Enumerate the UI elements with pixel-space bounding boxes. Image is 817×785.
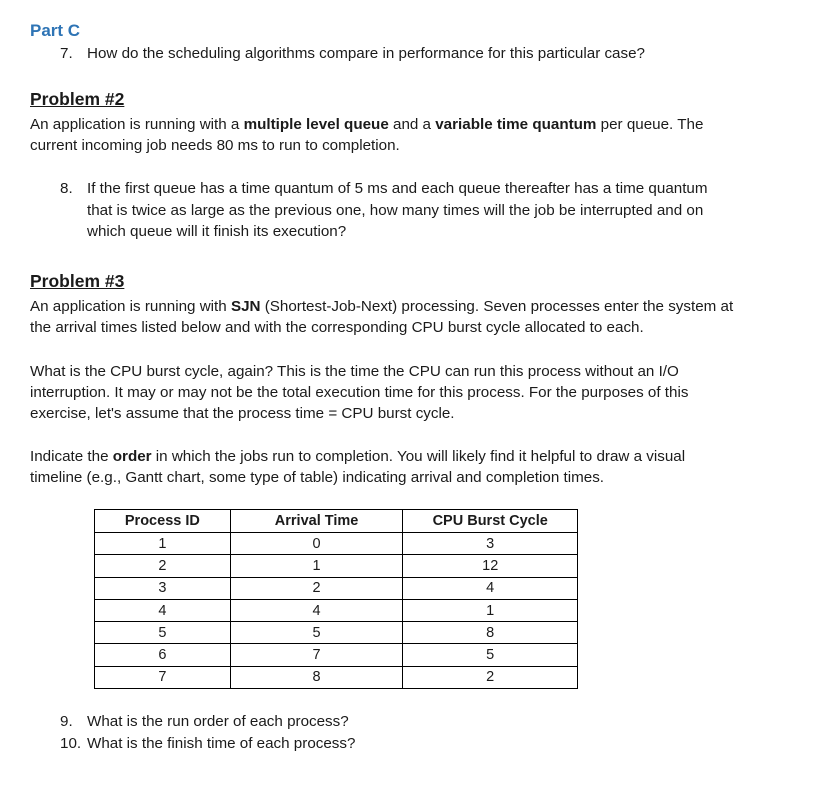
table-row [95, 577, 578, 599]
question-8-line-1: If the first queue has a time quantum of 5 ms and each queue thereafter has a time quantum [87, 180, 708, 197]
question-10-number: 10. [60, 735, 82, 752]
table-row [95, 622, 578, 644]
cpu-burst-cell: 2 [403, 666, 578, 688]
cpu-burst-cell: 12 [403, 555, 578, 577]
question-7-number: 7. [60, 45, 73, 62]
table-row [95, 599, 578, 621]
process-id-cell: 1 [95, 533, 231, 555]
question-9-number: 9. [60, 713, 73, 730]
process-id-cell: 2 [95, 555, 231, 577]
problem-2-paragraph-line-2: current incoming job needs 80 ms to run to completion. [30, 137, 400, 154]
process-id-cell: 4 [95, 599, 231, 621]
arrival-time-cell: 0 [230, 533, 403, 555]
problem-3-heading: Problem #3 [30, 271, 125, 291]
process-id-cell: 7 [95, 666, 231, 688]
question-9-text: What is the run order of each process? [87, 713, 349, 730]
problem-3-paragraph-2-line-1: What is the CPU burst cycle, again? This is the time the CPU can run this process without an I/O [30, 363, 679, 380]
table-row [95, 533, 578, 555]
problem-3-paragraph-3-line-1: Indicate the order in which the jobs run to completion. You will likely find it helpful to draw a visual [30, 448, 686, 465]
arrival-time-cell: 7 [230, 644, 403, 666]
question-8-line-3: which queue will it finish its execution? [87, 223, 347, 240]
problem-2-heading: Problem #2 [30, 89, 125, 109]
arrival-time-cell: 4 [230, 599, 403, 621]
process-id-cell: 6 [95, 644, 231, 666]
cpu-burst-cell: 3 [403, 533, 578, 555]
problem-3-paragraph-2-line-2: interruption. It may or may not be the total execution time for this process. For the purposes of this [30, 384, 689, 401]
arrival-time-cell: 5 [230, 622, 403, 644]
cpu-burst-cell: 4 [403, 577, 578, 599]
header-arrival-time: Arrival Time [230, 510, 403, 533]
arrival-time-cell: 8 [230, 666, 403, 688]
process-id-cell: 5 [95, 622, 231, 644]
table-row [95, 555, 578, 577]
problem-3-paragraph-2-line-3: exercise, let's assume that the process time = CPU burst cycle. [30, 405, 455, 422]
process-id-cell: 3 [95, 577, 231, 599]
table-header-row [95, 510, 578, 533]
question-7-text: How do the scheduling algorithms compare in performance for this particular case? [87, 45, 645, 62]
problem-3-paragraph-1-line-1: An application is running with SJN (Shortest-Job-Next) processing. Seven processes enter the system at [30, 298, 734, 315]
part-c-heading: Part C [30, 21, 81, 40]
question-8-line-2: that is twice as large as the previous one, how many times will the job be interrupted and on [87, 202, 704, 219]
process-table [94, 509, 578, 689]
problem-3-paragraph-1-line-2: the arrival times listed below and with the corresponding CPU burst cycle allocated to each. [30, 319, 644, 336]
table-row [95, 666, 578, 688]
question-8-number: 8. [60, 180, 73, 197]
cpu-burst-cell: 1 [403, 599, 578, 621]
table-row [95, 644, 578, 666]
question-10-text: What is the finish time of each process? [87, 735, 356, 752]
cpu-burst-cell: 5 [403, 644, 578, 666]
arrival-time-cell: 1 [230, 555, 403, 577]
problem-2-paragraph-line-1: An application is running with a multiple level queue and a variable time quantum per queue. The [30, 116, 704, 133]
header-cpu-burst-cycle: CPU Burst Cycle [403, 510, 578, 533]
problem-3-paragraph-3-line-2: timeline (e.g., Gantt chart, some type of table) indicating arrival and completion times. [30, 469, 605, 486]
arrival-time-cell: 2 [230, 577, 403, 599]
header-process-id: Process ID [95, 510, 231, 533]
cpu-burst-cell: 8 [403, 622, 578, 644]
